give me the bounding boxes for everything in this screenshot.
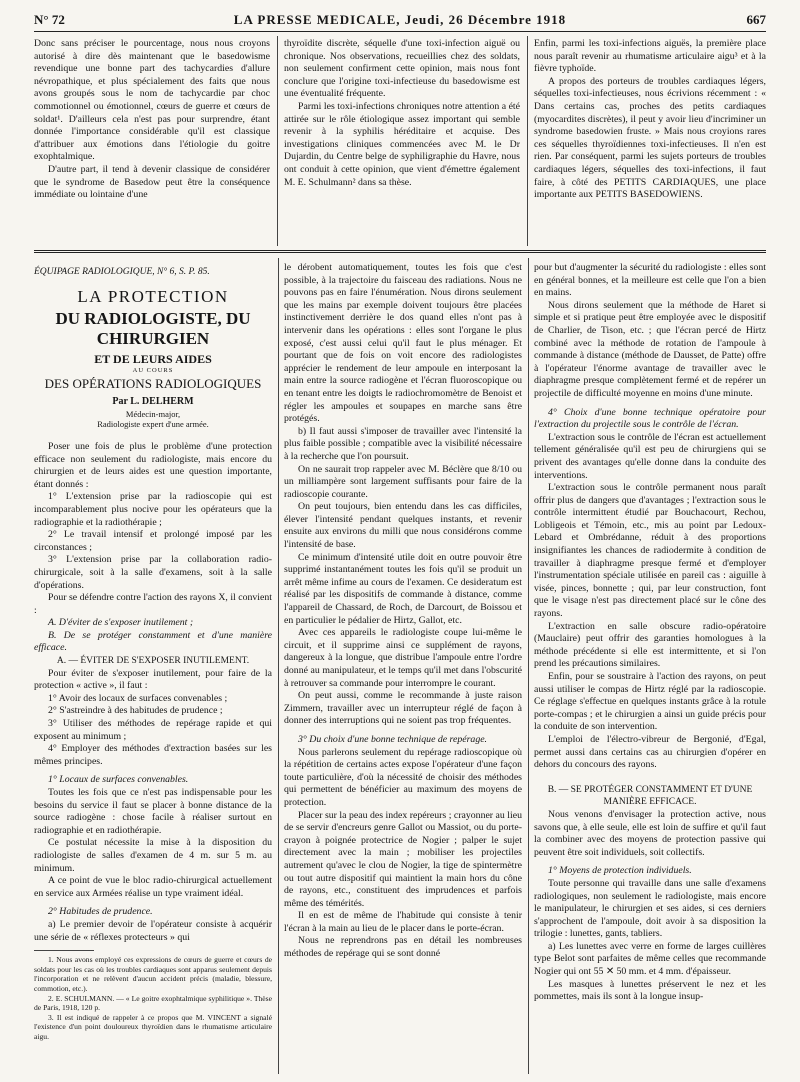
paragraph: Nous parlerons seulement du repérage radioscopique où la répétition de certains actes expose l'opérateur d'une façon toute particulière, d'où la nécessité de choisir des méthodes qui permettent de bénéficier au maximum des moyens de protection. bbox=[284, 746, 522, 808]
list-item: 1° Avoir des locaux de surfaces convenables ; bbox=[48, 692, 228, 704]
issue-number: N° 72 bbox=[34, 12, 65, 27]
paragraph: Pour se défendre contre l'action des rayons X, il convient : bbox=[34, 592, 272, 616]
list-item: 2° S'astreindre à des habitudes de prudence ; bbox=[48, 705, 223, 717]
article-column-3 bbox=[534, 262, 766, 1074]
paragraph: Enfin, pour se soustraire à l'action des rayons, on peut aussi utiliser le compas de Hirtz réglé par la radioscopie. Ce réglage s'effectue en quelques instants grâce à la rotule porte-compas ; et le chirurgien a ainsi un guide précis pour la conduite de son intervention. bbox=[534, 671, 766, 733]
article-title-line-5: DES OPÉRATIONS RADIOLOGIQUES bbox=[44, 375, 262, 391]
top-column-3 bbox=[534, 38, 766, 244]
paragraph: Il en est de même de l'habitude qui consiste à tenir l'écran à la main au lieu de le placer dans le porte-écran. bbox=[284, 910, 522, 934]
subheading: 2° Habitudes de prudence. bbox=[48, 906, 153, 918]
paragraph: Toute personne qui travaille dans une salle d'examens radiologiques, non seulement le radiologiste, mais encore le manipulateur, le chirurgien et ses aides, si ces derniers s'approchent de l'ampoule, doit avoir à sa disposition la trilogie : lunettes, gants, tabliers. bbox=[534, 877, 766, 940]
paragraph: Nous ne reprendrons pas en détail les nombreuses méthodes de repérage qui se sont donné bbox=[284, 935, 522, 960]
list-item: 3° Utiliser des méthodes de repérage rapide et qui exposent au minimum ; bbox=[34, 718, 272, 742]
paragraph: a) Les lunettes avec verre en forme de larges cuillères type Belot sont parfaites de même celles que recommande Nogier qui ont 55 ✕ 50 mm. et 4 mm. d'épaisseur. bbox=[534, 940, 766, 978]
paragraph: Nous dirons seulement que la méthode de Haret si simple et si pratique peut être employée avec le dispositif de Charlier, de Tison, etc. ; que l'écran percé de Hirtz combiné avec la méthode de rotation de l'ampoule à commande à distance (méthode de Dausset, de Patte) offre à l'opérateur l'énorme avantage de travailler avec le diaphragme presque complètement fermé et de repérer un projectile de difficulté moyenne en moins d'une minute. bbox=[534, 299, 766, 399]
subheading: 1° Locaux de surfaces convenables. bbox=[48, 774, 189, 786]
page-number: 667 bbox=[746, 12, 766, 27]
paragraph: Avec ces appareils le radiologiste coupe lui-même le circuit, et il supprime ainsi ce supplément de rayons, dangereux à la longue, que distribue l'ampoule entre l'ordre donné au manipulateur, et le temps qu'il met dans l'obscurité à retrouver sa commande pour interrompre le courant. bbox=[284, 627, 522, 689]
author-affiliation: Médecin-major, bbox=[125, 408, 181, 419]
paragraph: On ne saurait trop rappeler avec M. Béclère que 8/10 ou un milliampère sont largement suffisants pour faire de la radioscopie courante. bbox=[284, 463, 522, 500]
section-heading: A. — ÉVITER DE S'EXPOSER INUTILEMENT. bbox=[56, 656, 250, 667]
column-divider bbox=[527, 36, 528, 246]
author-affiliation: Radiologiste expert d'une armée. bbox=[97, 418, 209, 429]
footnote-rule bbox=[34, 950, 94, 951]
paragraph: Placer sur la peau des index repéreurs ; crayonner au lieu de se servir d'encreurs genre Gallot ou Massiot, ou du porte-crayon à poignée protectrice de Nogier ; palper le sujet directement avec la main ; mobiliser les projectiles autrement qu'avec le clou de Nogier, la tige de spintermètre ou tout autre dispositif qui maintient la main hors du cône de rayons, etc., constituent des imprudences et parfois même des témérités. bbox=[284, 809, 522, 909]
subheading: 3° Du choix d'une bonne technique de repérage. bbox=[298, 733, 488, 745]
footnote: 2. E. SCHULMANN. — « Le goitre exophtalmique syphilitique ». Thèse de Paris, 1918, 120 p. bbox=[34, 993, 272, 1013]
column-divider bbox=[277, 36, 278, 246]
author-byline: Par L. DELHERM bbox=[112, 396, 194, 408]
top-column-1 bbox=[34, 38, 270, 244]
paragraph: Donc sans préciser le pourcentage, nous nous croyons autorisé à dire dès maintenant que le basedowisme revendique une bonne part des tachycardies d'allure névropathique, et plus spécialement des faits que nous avons groupés sous le nom de tachycardie par choc commotionnel ou émotionnel, cœurs de guerre et cœurs de soldat¹. D'ailleurs cela n'est pas pour surprendre, étant donnée l'importance considérable qu'il est classique d'attribuer aux émotions dans l'étiologie du goitre exophtalmique. bbox=[34, 38, 270, 163]
section-double-rule bbox=[34, 250, 766, 253]
list-item: 2° Le travail intensif et prolongé imposé par les circonstances ; bbox=[34, 529, 272, 553]
paragraph: Ce minimum d'intensité utile doit en outre pouvoir être supprimé instantanément toutes les fois qu'il se produit un arrêt même infime au cours de l'examen. Ce desideratum est réalisé par les dispositifs de commande à distance, comme l'appareil de Chassard, de Roch, de Darcourt, de Boissou et en particulier le pédalier de Hirtz, Gallot, etc. bbox=[284, 551, 522, 626]
paragraph: Enfin, parmi les toxi-infections aiguës, la première place nous paraît revenir au rhumatisme articulaire aigu³ et à la fièvre typhoïde. bbox=[534, 38, 766, 75]
paragraph: pour but d'augmenter la sécurité du radiologiste : elles sont en général bonnes, et la meilleure est celle que l'on a bien en mains. bbox=[534, 262, 766, 299]
paragraph: A ce point de vue le bloc radio-chirurgical actuellement en service aux Armées réalise un type vraiment idéal. bbox=[34, 875, 272, 899]
paragraph: Les masques à lunettes préservent le nez et les pommettes, mais ils sont à la longue insup- bbox=[534, 978, 766, 1003]
subheading: 1° Moyens de protection individuels. bbox=[548, 865, 692, 877]
column-divider bbox=[528, 258, 529, 1074]
paragraph: Toutes les fois que ce n'est pas indispensable pour les besoins du service il faut se placer à bonne distance de la source radiogène : chose facile à réaliser surtout en radiographie et en radiothérapie. bbox=[34, 787, 272, 836]
paragraph: Nous venons d'envisager la protection active, nous savons que, à elle seule, elle est loin de suffire et qu'il faut la combiner avec des moyens de protection passive qui peuvent être soit individuels, soit collectifs. bbox=[534, 808, 766, 858]
journal-title: LA PRESSE MEDICALE, Jeudi, 26 Décembre 1918 bbox=[233, 12, 567, 27]
list-item: B. De se protéger constamment et d'une manière efficace. bbox=[34, 629, 272, 654]
paragraph: Pour éviter de s'exposer inutilement, pour faire de la protection « active », il faut : bbox=[34, 667, 272, 692]
paragraph: D'autre part, il tend à devenir classique de considérer que le syndrome de Basedow peut être la conséquence immédiate ou lointaine d'une bbox=[34, 163, 270, 201]
header-rule bbox=[34, 31, 766, 32]
paragraph: L'extraction en salle obscure radio-opératoire (Mauclaire) peut offrir des garanties homologues à la méthode précédente si elle est intermittente, et si l'on prend les précautions similaires. bbox=[534, 620, 766, 670]
article-tag: ÉQUIPAGE RADIOLOGIQUE, N° 6, S. P. 85. bbox=[34, 267, 210, 277]
paragraph: Parmi les toxi-infections chroniques notre attention a été attirée sur le rôle étiologique assez important qui semble revenir à la syphilis héréditaire et acquise. Des investigations cliniques commencées avec M. le Dr Dujardin, du Centre belge de syphiligraphie du Havre, nous ont conduit à cette opinion, que vient d'émettre également M. E. Schulmann² dans sa thèse. bbox=[284, 100, 520, 188]
paragraph: thyroïdite discrète, séquelle d'une toxi-infection aiguë ou chronique. Nos observations, recueillies chez des soldats, non seulement confirment cette opinion, mais nous font conclure que l'origine toxi-infectieuse du basedowisme est une éventualité fréquente. bbox=[284, 38, 520, 100]
list-item: 1° L'extension prise par la radioscopie qui est incomparablement plus nocive pour les opérateurs que la radiographie et la radiothérapie ; bbox=[34, 491, 272, 528]
running-header bbox=[34, 6, 766, 30]
paragraph: L'extraction sous le contrôle permanent nous paraît offrir plus de dangers que d'avantages ; l'extraction sous le contrôle intermittent étudié par Bouchacourt, Rechou, Lobligeois et Témoin, etc., mis au point par Ledoux-Lebard et Ombrédanne, réduit à des proportions insignifiantes les chances de radiodermite à condition de travailler à diaphragme presque fermé et d'employer l'instrumentation spéciale utilisée en pareil cas : aiguille à visée, pinces, bonnette ; qui, par leur construction, font que le visage n'est pas directement placé sur le cône des rayons. bbox=[534, 482, 766, 620]
article-column-1 bbox=[34, 262, 272, 1074]
footnote: 3. Il est indiqué de rappeler à ce propos que M. VINCENT a signalé l'existence d'un point douloureux thyroïdien dans le rhumatisme articulaire aigu. bbox=[34, 1012, 272, 1041]
list-item: A. D'éviter de s'exposer inutilement ; bbox=[48, 617, 194, 629]
paragraph: b) Il faut aussi s'imposer de travailler avec l'intensité la plus faible possible ; compatible avec la visibilité nécessaire à la recherche que l'on poursuit. bbox=[284, 425, 522, 462]
paragraph: A propos des porteurs de troubles cardiaques légers, séquelles toxi-infectieuses, nous écrivions récemment : « Dans certains cas, proches des petits cardiaques (myocardites discrètes), il peut y avoir lieu d'incriminer un syndrome basedowien fruste. » Mais nous croyions rares ces séquelles thyroïdiennes toxi-infectieuses. Il n'en est rien. Par conséquent, parmi les sujets porteurs de troubles cardiaques légers, séquelles des toxi-infections, il faut faire, à côté des PETITS CARDIAQUES, une place importante aux PETITS BASEDOWIENS. bbox=[534, 75, 766, 201]
list-item: 4° Employer des méthodes d'extraction basées sur les mêmes principes. bbox=[34, 743, 272, 767]
paragraph: On peut aussi, comme le recommande à juste raison Zimmern, travailler avec un interrupteur réglé de façon à donner des interruptions qui ne soient pas trop fréquentes. bbox=[284, 690, 522, 727]
top-column-2 bbox=[284, 38, 520, 244]
paragraph: Poser une fois de plus le problème d'une protection efficace non seulement du radiologiste, mais encore du chirurgien et de leurs aides est une question importante, étant donnés : bbox=[34, 440, 272, 490]
paragraph: le dérobent automatiquement, toutes les fois que c'est possible, à la trajectoire du faisceau des radiations. Nous ne pouvons pas en faire l'énumération. Nous dirons seulement que les mains par exemple doivent toujours être placées instinctivement derrière le dos quand elles n'ont pas à intervenir dans les opérations : elles sont l'organe le plus exposé, c'est aussi celui qu'il faut le plus ménager. Et pourtant que de fois on voit encore des radiologistes apprécier le rendement de leur ampoule en interposant la main entre la source radiogène et l'écran fluoroscopique ou en tenant entre les doigts le radiochromomètre de Benoist et régler les ampoules et soupapes en marche sans être protégés. bbox=[284, 262, 522, 425]
subheading: 4° Choix d'une bonne technique opératoire pour l'extraction du projectile sous le contrôle de l'écran. bbox=[534, 406, 766, 431]
column-divider bbox=[278, 258, 279, 1074]
paragraph: a) Le premier devoir de l'opérateur consiste à acquérir une série de « réflexes protecteurs » qui bbox=[34, 918, 272, 943]
paragraph: L'emploi de l'électro-vibreur de Bergonié, d'Egal, permet aussi dans certains cas au chirurgien d'opérer en dehors du concours des rayons. bbox=[534, 733, 766, 771]
paragraph: L'extraction sous le contrôle de l'écran est actuellement tellement généralisée qu'il est peu de chirurgiens qui se privent des avantages qu'elle donne dans la conduite des interventions. bbox=[534, 431, 766, 481]
article-title-line-3: ET DE LEURS AIDES bbox=[94, 351, 212, 366]
paragraph: On peut toujours, bien entendu dans les cas difficiles, élever l'intensité pendant quelques instants, et revenir ensuite aux environs du milli que nous considérons comme l'intensité de base. bbox=[284, 501, 522, 551]
article-title-line-1: LA PROTECTION bbox=[77, 286, 229, 306]
paragraph: Ce postulat nécessite la mise à la disposition du radiologiste de salles d'examen de 4 m. sur 5 m. au minimum. bbox=[34, 837, 272, 874]
article-title-line-2: DU RADIOLOGISTE, DU CHIRURGIEN bbox=[55, 308, 251, 348]
footnote: 1. Nous avons employé ces expressions de cœurs de guerre et cœurs de soldats pour les cas où les troubles cardiaques sont apparus seulement depuis l'incorporation et ne relèvent d'aucun accident précis (maladie, blessure, commotion, etc.). bbox=[34, 955, 272, 993]
article-title-line-4: AU COURS bbox=[132, 367, 174, 375]
list-item: 3° L'extension prise par la collaboration radio-chirurgicale, soit à la salle d'examens, soit à la salle d'opérations. bbox=[34, 554, 272, 591]
section-heading: B. — SE PROTÉGER CONSTAMMENT ET D'UNE MANIÈRE EFFICACE. bbox=[547, 784, 753, 808]
article-column-2 bbox=[284, 262, 522, 1074]
